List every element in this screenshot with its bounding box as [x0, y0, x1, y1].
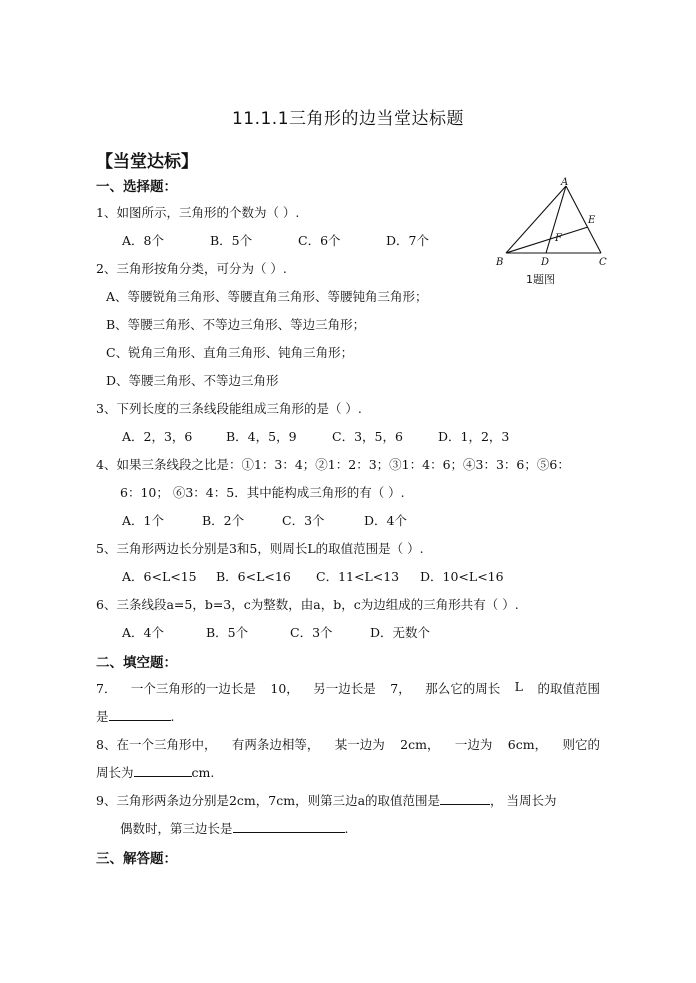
- q9-prefix-2: 偶数时，第三边长是: [120, 821, 233, 836]
- question-9-line-2: [120, 819, 349, 837]
- question-1: 1、如图所示，三角形的个数为（ ）.: [96, 205, 300, 220]
- option-b: B．5个: [206, 625, 249, 640]
- section-choice-title: 一、选择题：: [96, 179, 177, 195]
- label-b: B: [496, 257, 504, 268]
- label-c: C: [599, 257, 607, 268]
- question-8: [96, 735, 600, 753]
- q7-prefix: 是: [96, 709, 109, 724]
- option-c: C．11<L<13: [316, 569, 400, 584]
- option-a: A．2，3，6: [122, 429, 193, 444]
- q8-part: 6cm，: [507, 737, 548, 752]
- option-d: D．4个: [364, 513, 407, 528]
- q7-part: 的取值范围: [537, 681, 600, 696]
- label-f: F: [555, 233, 562, 244]
- option-b: B．6<L<16: [216, 569, 291, 584]
- option-d: D．无数个: [370, 625, 431, 640]
- question-3: 3、下列长度的三条线段能组成三角形的是（ ）.: [96, 401, 362, 416]
- answer-blank-9a[interactable]: [440, 791, 490, 805]
- q7-part: 另一边长是: [313, 681, 376, 696]
- figure-caption: 1题图: [526, 273, 555, 286]
- segment-ac: [566, 186, 601, 253]
- q8-part: 2cm，: [400, 737, 440, 752]
- q9-suffix: ， 当周长为: [490, 793, 557, 808]
- question-5-options: [122, 567, 504, 585]
- option-c: C．6个: [298, 233, 341, 248]
- option-b: B．2个: [202, 513, 245, 528]
- question-3-options: [122, 427, 509, 445]
- option-d: D．7个: [386, 233, 429, 248]
- label-a: A: [561, 177, 569, 188]
- question-4-continued: 6：10； ⑥3：4：5．其中能构成三角形的有（ ）.: [120, 485, 405, 500]
- option-c: C．3个: [282, 513, 325, 528]
- question-6: 6、三条线段a=5，b=3，c为整数，由a，b，c为边组成的三角形共有（ ）.: [96, 597, 519, 612]
- question-2-option-a: A、等腰锐角三角形、等腰直角三角形、等腰钝角三角形；: [106, 289, 428, 304]
- question-9: [96, 791, 557, 809]
- page-title: 11.1.1三角形的边当堂达标题: [231, 109, 465, 129]
- question-2: 2、三角形按角分类，可分为（ ）.: [96, 261, 287, 276]
- q9-suffix-2: .: [344, 821, 349, 836]
- q8-suffix: cm.: [191, 765, 215, 780]
- question-7: [96, 679, 600, 697]
- q8-part: 有两条边相等，: [231, 737, 320, 752]
- triangle-figure: [494, 176, 614, 286]
- question-7-line-2: [96, 707, 175, 725]
- q9-prefix: 9、三角形两条边分别是2cm，7cm，则第三边a的取值范围是: [96, 793, 441, 808]
- label-e: E: [588, 215, 596, 226]
- option-a: A．8个: [122, 233, 164, 248]
- answer-blank-9b[interactable]: [233, 819, 345, 833]
- q7-part: 7．: [96, 681, 117, 696]
- question-2-option-c: C、锐角三角形、直角三角形、钝角三角形；: [106, 345, 354, 360]
- q8-part: 则它的: [562, 737, 600, 752]
- q7-suffix: .: [170, 709, 175, 724]
- label-d: D: [541, 257, 550, 268]
- question-5: 5、三角形两边长分别是3和5，则周长L的取值范围是（ ）.: [96, 541, 424, 556]
- q8-prefix: 周长为: [96, 765, 134, 780]
- question-2-option-b: B、等腰三角形、不等边三角形、等边三角形；: [106, 317, 366, 332]
- q8-part: 某一边为: [334, 737, 385, 752]
- question-1-options: [122, 231, 429, 249]
- option-c: C．3，5，6: [332, 429, 403, 444]
- q7-part: 10，: [270, 681, 299, 696]
- section-heading: 【当堂达标】: [96, 152, 198, 172]
- answer-blank-8[interactable]: [134, 763, 192, 777]
- question-4-options: [122, 511, 407, 529]
- section-fill-title: 二、填空题：: [96, 655, 177, 671]
- option-a: A．6<L<15: [122, 569, 197, 584]
- option-a: A．4个: [122, 625, 164, 640]
- option-a: A．1个: [122, 513, 164, 528]
- question-2-option-d: D、等腰三角形、不等边三角形: [106, 373, 279, 388]
- question-4: 4、如果三条线段之比是：①1：3：4；②1：2：3；③1：4：6；④3：3：6；⑤6：: [96, 457, 570, 472]
- option-b: B．5个: [210, 233, 253, 248]
- section-answer-title: 三、解答题：: [96, 851, 177, 867]
- q7-part: 那么它的周长: [425, 681, 501, 696]
- question-8-line-2: [96, 763, 214, 781]
- answer-blank-7[interactable]: [109, 707, 171, 721]
- q8-part: 一边为: [454, 737, 493, 752]
- q7-part: L: [514, 679, 523, 694]
- option-b: B．4，5，9: [226, 429, 297, 444]
- question-6-options: [122, 623, 430, 641]
- q8-part: 8、在一个三角形中，: [96, 737, 217, 752]
- q7-part: 7，: [390, 681, 411, 696]
- option-c: C．3个: [290, 625, 333, 640]
- option-d: D．1，2，3: [438, 429, 510, 444]
- q7-part: 一个三角形的一边长是: [130, 681, 256, 696]
- option-d: D．10<L<16: [420, 569, 504, 584]
